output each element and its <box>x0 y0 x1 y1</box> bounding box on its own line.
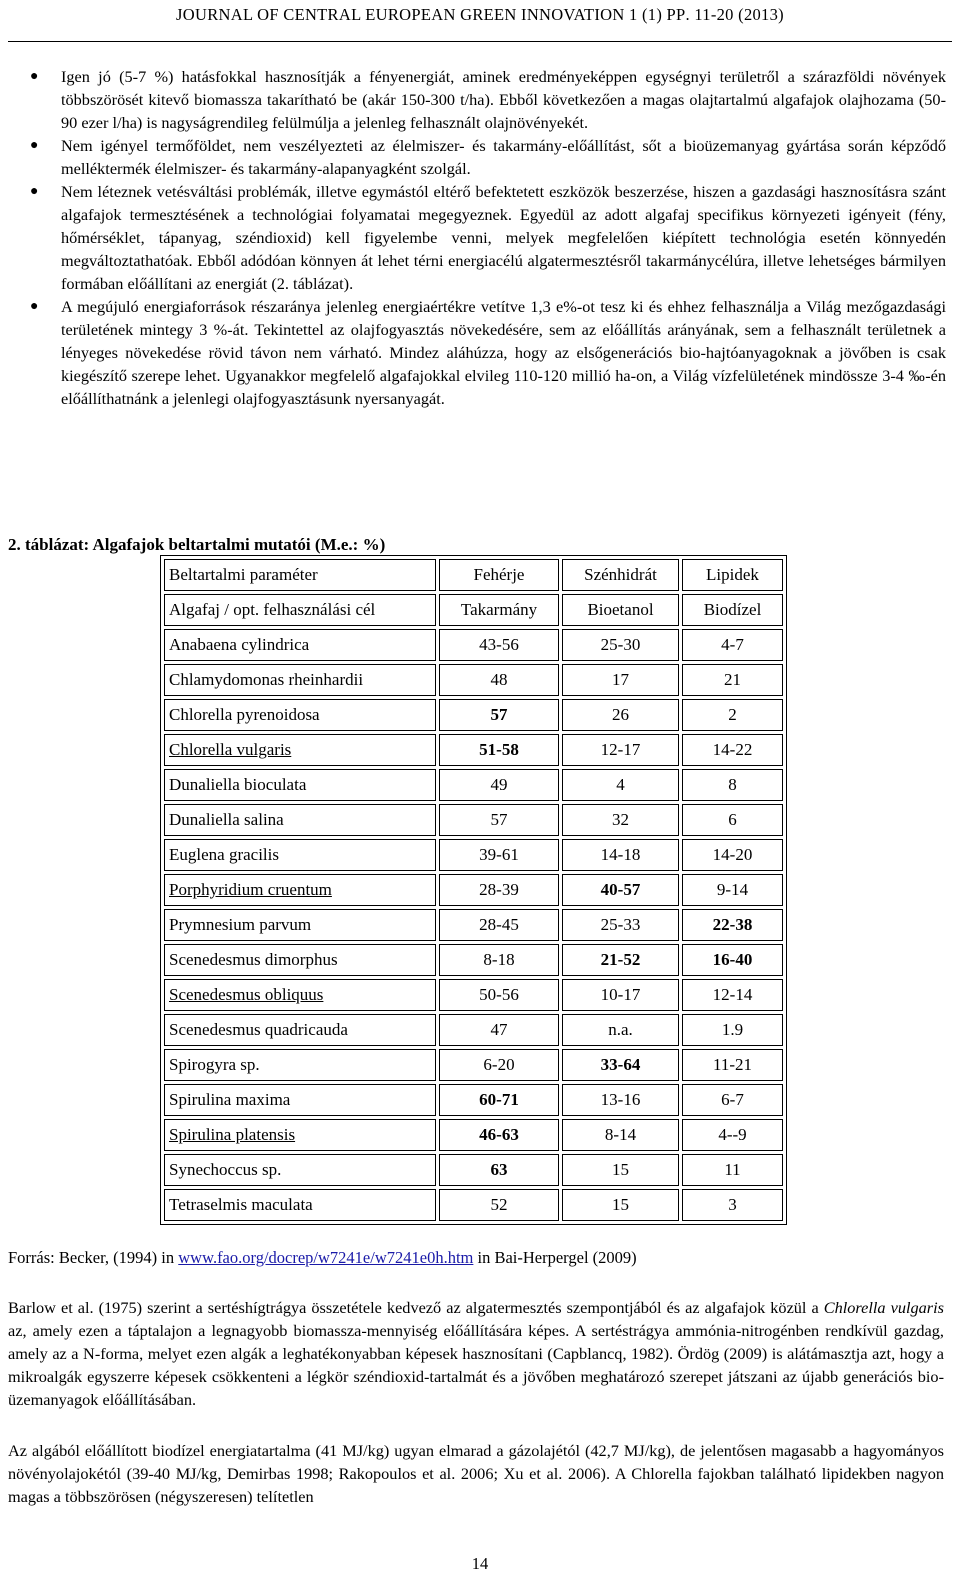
table-row <box>164 1014 783 1046</box>
value-cell: 57 <box>439 699 559 731</box>
value-cell: 6-20 <box>439 1049 559 1081</box>
species-cell: Prymnesium parvum <box>164 909 436 941</box>
value-cell: 14-22 <box>682 734 783 766</box>
species-cell: Spirulina platensis <box>164 1119 436 1151</box>
species-cell: Synechoccus sp. <box>164 1154 436 1186</box>
table-row <box>164 1084 783 1116</box>
table-row <box>164 1119 783 1151</box>
value-cell: 22-38 <box>682 909 783 941</box>
species-cell: Dunaliella salina <box>164 804 436 836</box>
species-cell: Chlorella vulgaris <box>164 734 436 766</box>
value-cell: 39-61 <box>439 839 559 871</box>
source-link[interactable]: www.fao.org/docrep/w7241e/w7241e0h.htm <box>178 1248 474 1267</box>
table-caption: 2. táblázat: Algafajok beltartalmi mutatói (M.e.: %) <box>8 535 386 554</box>
algae-composition-table <box>160 555 787 1225</box>
table-row <box>164 769 783 801</box>
value-cell: 26 <box>562 699 679 731</box>
value-cell: 15 <box>562 1189 679 1221</box>
value-cell: 4 <box>562 769 679 801</box>
value-cell: 11 <box>682 1154 783 1186</box>
value-cell: 51-58 <box>439 734 559 766</box>
value-cell: 3 <box>682 1189 783 1221</box>
journal-header: JOURNAL OF CENTRAL EUROPEAN GREEN INNOVATION 1 (1) PP. 11-20 (2013) <box>176 5 784 24</box>
species-cell: Porphyridium cruentum <box>164 874 436 906</box>
value-cell: 15 <box>562 1154 679 1186</box>
species-cell: Chlorella pyrenoidosa <box>164 699 436 731</box>
header-cell: Fehérje <box>439 559 559 591</box>
table-row <box>164 664 783 696</box>
value-cell: 60-71 <box>439 1084 559 1116</box>
body-paragraph: Barlow et al. (1975) szerint a sertéshígtrágya összetétele kedvező az algatermesztés szempontjából és az algafajok közül a Chlorella vulgaris az, amely ezen a táptalajon a legnagyobb biomassza-mennyiség előállítására képes. A sertéstrágya ammónia-nitrogénben rendkívül gazdag, amely az a N-forma, melyet ezen algák a leghatékonyabban képesek hasznosítani (Capblancq, 1982). Ördög (2009) is alátámasztja azt, hogy a mikroalgák egyszerre képesek csökkenteni a légkör széndioxid-tartalmát és a jövőben meghatározó szerepet játszani az újabb generációs bio-üzemanyagok előállításában. <box>8 1298 944 1409</box>
table-row <box>164 839 783 871</box>
value-cell: 46-63 <box>439 1119 559 1151</box>
bullet-item: ● Nem léteznek vetésváltási problémák, illetve egymástól eltérő befektetett eszközök beszerzése, hiszen a gazdasági hasznosításra szánt algafajok termesztésének a technológiai folyamatai megegyeznek. Egyedül az adott algafaj specifikus környezeti igényeit (fény, hőmérséklet, tápanyag, széndioxid) kell figyelembe venni, melyek megfelelően kiépített technológia esetén könnyedén megváltoztathatóak. Ebből adódóan könnyen át lehet térni energiacélú algatermesztésről takarmánycélúra, illetve lehetséges bármilyen formában előállítani az energiát (2. táblázat). <box>30 182 946 293</box>
species-cell: Euglena gracilis <box>164 839 436 871</box>
header-cell: Szénhidrát <box>562 559 679 591</box>
header-cell: Takarmány <box>439 594 559 626</box>
header-cell: Bioetanol <box>562 594 679 626</box>
value-cell: 10-17 <box>562 979 679 1011</box>
value-cell: 50-56 <box>439 979 559 1011</box>
table-header-row <box>164 559 783 591</box>
value-cell: 6 <box>682 804 783 836</box>
table-row <box>164 979 783 1011</box>
value-cell: 25-33 <box>562 909 679 941</box>
species-cell: Chlamydomonas rheinhardii <box>164 664 436 696</box>
value-cell: 12-17 <box>562 734 679 766</box>
species-cell: Anabaena cylindrica <box>164 629 436 661</box>
table-header-row <box>164 594 783 626</box>
value-cell: 21 <box>682 664 783 696</box>
value-cell: 52 <box>439 1189 559 1221</box>
header-rule <box>8 41 952 42</box>
value-cell: 8-14 <box>562 1119 679 1151</box>
value-cell: 17 <box>562 664 679 696</box>
bullet-item: ● A megújuló energiaforrások részaránya jelenleg energiaértékre vetítve 1,3 e%-ot tesz ki és ehhez felhasználja a Világ mezőgazdasági területének mintegy 3 %-át. Tekintettel az olajfogyasztás növekedésére, sem az előállítás arányának, sem a felhasznált területnek a lényeges növekedése rövid távon nem várható. Mindez aláhúzza, hogy az elsőgenerációs bio-hajtóanyagoknak a jövőben is csak kiegészítő szerepe lehet. Ugyanakkor megfelelő algafajokkal elvileg 110-120 millió ha-on, a Világ vízfelületének mindössze 3-4 ‰-én előállíthatnánk a jelenlegi olajfogyasztásunk nyersanyagát. <box>30 297 946 408</box>
value-cell: 8-18 <box>439 944 559 976</box>
value-cell: 8 <box>682 769 783 801</box>
value-cell: 43-56 <box>439 629 559 661</box>
value-cell: 28-45 <box>439 909 559 941</box>
value-cell: 12-14 <box>682 979 783 1011</box>
value-cell: 32 <box>562 804 679 836</box>
value-cell: 1.9 <box>682 1014 783 1046</box>
value-cell: 14-18 <box>562 839 679 871</box>
value-cell: 47 <box>439 1014 559 1046</box>
species-cell: Scenedesmus quadricauda <box>164 1014 436 1046</box>
value-cell: 4-7 <box>682 629 783 661</box>
value-cell: 14-20 <box>682 839 783 871</box>
table-row <box>164 1189 783 1221</box>
value-cell: 49 <box>439 769 559 801</box>
value-cell: 40-57 <box>562 874 679 906</box>
value-cell: 13-16 <box>562 1084 679 1116</box>
value-cell: 63 <box>439 1154 559 1186</box>
table-row <box>164 734 783 766</box>
bullet-dot-icon: ● <box>30 299 39 314</box>
table-row <box>164 629 783 661</box>
header-cell: Beltartalmi paraméter <box>164 559 436 591</box>
value-cell: 21-52 <box>562 944 679 976</box>
value-cell: 25-30 <box>562 629 679 661</box>
species-cell: Tetraselmis maculata <box>164 1189 436 1221</box>
bullet-dot-icon: ● <box>30 138 39 153</box>
value-cell: n.a. <box>562 1014 679 1046</box>
value-cell: 2 <box>682 699 783 731</box>
table-row <box>164 1049 783 1081</box>
table-row <box>164 699 783 731</box>
species-cell: Spirulina maxima <box>164 1084 436 1116</box>
table-row <box>164 909 783 941</box>
value-cell: 28-39 <box>439 874 559 906</box>
table-row <box>164 804 783 836</box>
header-cell: Biodízel <box>682 594 783 626</box>
header-cell: Algafaj / opt. felhasználási cél <box>164 594 436 626</box>
species-cell: Scenedesmus dimorphus <box>164 944 436 976</box>
value-cell: 11-21 <box>682 1049 783 1081</box>
table-row <box>164 874 783 906</box>
value-cell: 57 <box>439 804 559 836</box>
species-cell: Spirogyra sp. <box>164 1049 436 1081</box>
bullet-dot-icon: ● <box>30 69 39 84</box>
bullet-item: ● Nem igényel termőföldet, nem veszélyezteti az élelmiszer- és takarmány-előállítást, sőt a bioüzemanyag gyártása során képződő melléktermék élelmiszer- és takarmány-alapanyagként szolgál. <box>30 136 946 178</box>
value-cell: 9-14 <box>682 874 783 906</box>
value-cell: 33-64 <box>562 1049 679 1081</box>
species-cell: Dunaliella bioculata <box>164 769 436 801</box>
header-cell: Lipidek <box>682 559 783 591</box>
table-source: Forrás: Becker, (1994) in www.fao.org/docrep/w7241e/w7241e0h.htm in Bai-Herpergel (2009) <box>8 1248 637 1267</box>
table-row <box>164 944 783 976</box>
page-number: 14 <box>471 1554 489 1573</box>
species-cell: Scenedesmus obliquus <box>164 979 436 1011</box>
value-cell: 16-40 <box>682 944 783 976</box>
bullet-list <box>0 65 960 410</box>
value-cell: 48 <box>439 664 559 696</box>
value-cell: 6-7 <box>682 1084 783 1116</box>
bullet-item: ● Igen jó (5-7 %) hatásfokkal hasznosítják a fényenergiát, aminek eredményeképpen egységnyi területről a szárazföldi növények többszörösét kitevő biomassza takarítható be (akár 150-300 t/ha). Ebből következően a magas olajtartalmú algafajok olajhozama (50-90 ezer l/ha) is nagyságrendileg felülmúlja a jelenleg felhasznált olajnövényekét. <box>30 67 946 132</box>
body-paragraph: Az algából előállított biodízel energiatartalma (41 MJ/kg) ugyan elmarad a gázolajétól (42,7 MJ/kg), de jelentősen magasabb a hagyományos növényolajokétól (39-40 MJ/kg, Demirbas 1998; Rakopoulos et al. 2006; Xu et al. 2006). A Chlorella fajokban található lipidekben nagyon magas a többszörösen (négyszeresen) telítetlen <box>8 1441 944 1506</box>
bullet-dot-icon: ● <box>30 184 39 199</box>
table-row <box>164 1154 783 1186</box>
value-cell: 4--9 <box>682 1119 783 1151</box>
species-italic: Chlorella vulgaris <box>823 1298 944 1317</box>
